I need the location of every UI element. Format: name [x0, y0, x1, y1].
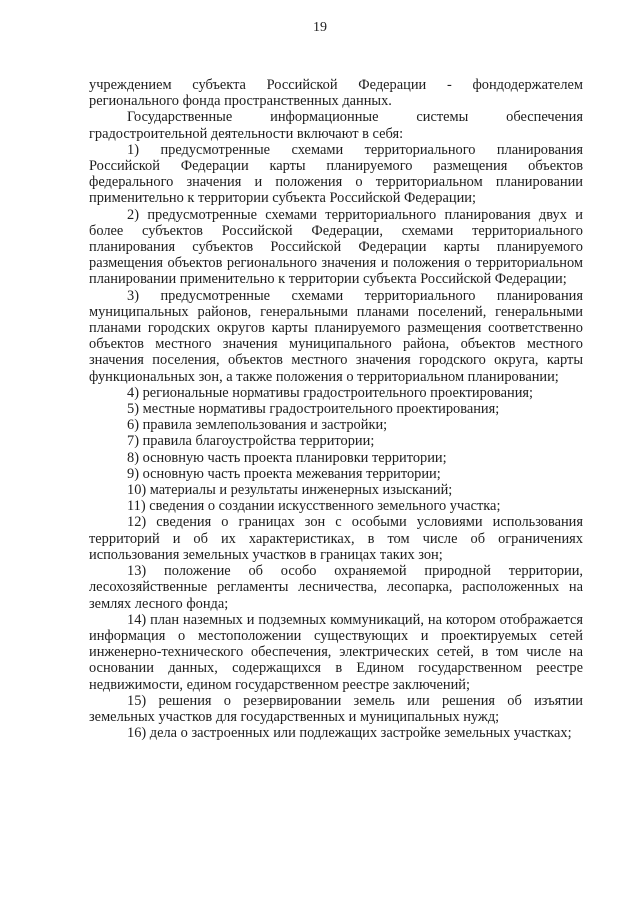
paragraph-continuation: учреждением субъекта Российской Федерации - фондодержателем регионального фонда пространственных данных.: [89, 77, 583, 110]
list-item-2: 2) предусмотренные схемами территориального планирования двух и более субъектов Российской Федерации, схемами территориального планирования субъектов Российской Федерации карты планируемого размещения объектов регионального значения и положения о территориальном планировании применительно к территории субъекта Российской Федерации;: [89, 206, 583, 288]
list-item-14: 14) план наземных и подземных коммуникаций, на котором отображается информация о местоположении существующих и проектируемых сетей инженерно-технического обеспечения, электрических сетей, в том числе на основании данных, содержащихся в Едином государственном реестре недвижимости, едином государственном реестре заключений;: [89, 611, 583, 693]
list-item-12: 12) сведения о границах зон с особыми условиями использования территорий и об их характеристиках, в том числе об ограничениях использования земельных участков в границах таких зон;: [89, 514, 583, 563]
list-item-8: 8) основную часть проекта планировки территории;: [127, 449, 447, 466]
list-item-11: 11) сведения о создании искусственного земельного участка;: [127, 498, 501, 515]
list-item-4: 4) региональные нормативы градостроительного проектирования;: [127, 384, 534, 401]
list-item-9: 9) основную часть проекта межевания территории;: [127, 465, 441, 482]
list-item-15: 15) решения о резервировании земель или решения об изъятии земельных участков для государственных и муниципальных нужд;: [89, 692, 583, 725]
list-item-13: 13) положение об особо охраняемой природной территории, лесохозяйственные регламенты лесничества, лесопарка, расположенных на землях лесного фонда;: [89, 563, 583, 612]
list-item-1: 1) предусмотренные схемами территориального планирования Российской Федерации карты планируемого размещения объектов федерального значения и положения о территориальном планировании применительно к территории субъекта Российской Федерации;: [89, 141, 583, 207]
document-body: [89, 77, 583, 741]
paragraph-intro: Государственные информационные системы обеспечения градостроительной деятельности включают в себя:: [89, 109, 583, 142]
list-item-16: 16) дела о застроенных или подлежащих застройке земельных участках;: [127, 725, 572, 742]
list-item-10: 10) материалы и результаты инженерных изысканий;: [127, 482, 453, 499]
list-item-3: 3) предусмотренные схемами территориального планирования муниципальных районов, генеральными планами поселений, генеральными планами городских округов карты планируемого размещения соответственно объектов местного значения муниципального района, объектов местного значения поселения, объектов местного значения городского округа, карты функциональных зон, а также положения о территориальном планировании;: [89, 287, 583, 385]
list-item-6: 6) правила землепользования и застройки;: [127, 417, 388, 434]
list-item-7: 7) правила благоустройства территории;: [127, 433, 375, 450]
list-item-5: 5) местные нормативы градостроительного проектирования;: [127, 401, 500, 418]
page-number: 19: [313, 20, 327, 35]
